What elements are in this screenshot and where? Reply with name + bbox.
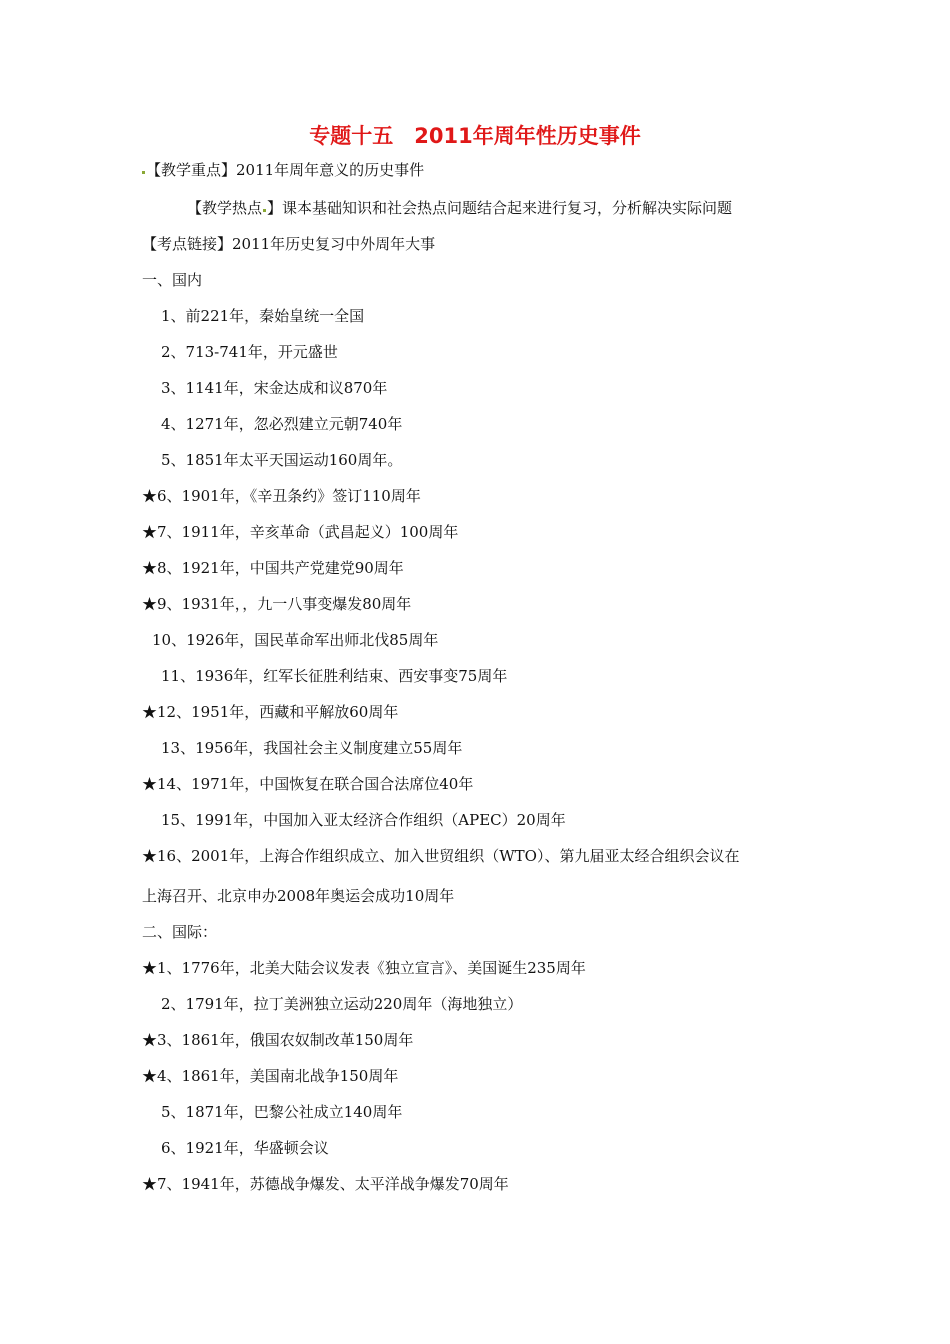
teaching-hotspot-text: 】课本基础知识和社会热点问题结合起来进行复习，分析解决实际问题 <box>267 199 733 217</box>
list-item-continuation: 上海召开、北京申办2008年奥运会成功10周年 <box>142 887 455 905</box>
list-item: 1、前221年，秦始皇统一全国 <box>161 307 365 325</box>
list-item: ★1、1776年，北美大陆会议发表《独立宣言》、美国诞生235周年 <box>142 959 586 977</box>
list-item: 6、1921年，华盛顿会议 <box>161 1139 329 1157</box>
teaching-hotspot <box>187 198 732 218</box>
list-item: ★12、1951年，西藏和平解放60周年 <box>142 703 399 721</box>
list-item: 2、713-741年，开元盛世 <box>161 343 338 361</box>
list-item: 3、1141年，宋金达成和议870年 <box>161 379 388 397</box>
teaching-hotspot-label: 【教学热点 <box>187 199 263 217</box>
list-item: 10、1926年，国民革命军出师北伐85周年 <box>152 631 439 649</box>
teaching-focus-text: 【教学重点】2011年周年意义的历史事件 <box>146 161 425 179</box>
section-heading-domestic: 一、国内 <box>142 271 203 289</box>
list-item: ★16、2001年，上海合作组织成立、加入世贸组织（WTO）、第九届亚太经合组织会议在 <box>142 847 740 865</box>
list-item: 5、1871年，巴黎公社成立140周年 <box>161 1103 403 1121</box>
list-item: ★4、1861年，美国南北战争150周年 <box>142 1067 399 1085</box>
list-item: ★9、1931年，，九一八事变爆发80周年 <box>142 595 412 613</box>
list-item: 5、1851年太平天国运动160周年。 <box>161 451 403 469</box>
section-heading-international: 二、国际： <box>142 923 218 941</box>
list-item: ★7、1911年，辛亥革命（武昌起义）100周年 <box>142 523 459 541</box>
list-item: ★7、1941年，苏德战争爆发、太平洋战争爆发70周年 <box>142 1175 509 1193</box>
marker-dot <box>263 209 266 212</box>
teaching-focus <box>142 160 424 180</box>
list-item: 11、1936年，红军长征胜利结束、西安事变75周年 <box>161 667 508 685</box>
list-item: 15、1991年，中国加入亚太经济合作组织（APEC）20周年 <box>161 811 566 829</box>
list-item: ★3、1861年，俄国农奴制改革150周年 <box>142 1031 414 1049</box>
list-item: ★6、1901年，《辛丑条约》签订110周年 <box>142 487 421 505</box>
page-title: 专题十五 2011年周年性历史事件 <box>309 124 641 148</box>
list-item: 4、1271年，忽必烈建立元朝740年 <box>161 415 403 433</box>
list-item: 13、1956年，我国社会主义制度建立55周年 <box>161 739 463 757</box>
exam-link: 【考点链接】2011年历史复习中外周年大事 <box>142 235 436 253</box>
list-item: ★14、1971年，中国恢复在联合国合法席位40年 <box>142 775 474 793</box>
list-item: ★8、1921年，中国共产党建党90周年 <box>142 559 404 577</box>
list-item: 2、1791年，拉丁美洲独立运动220周年（海地独立） <box>161 995 523 1013</box>
marker-dot <box>142 171 145 174</box>
